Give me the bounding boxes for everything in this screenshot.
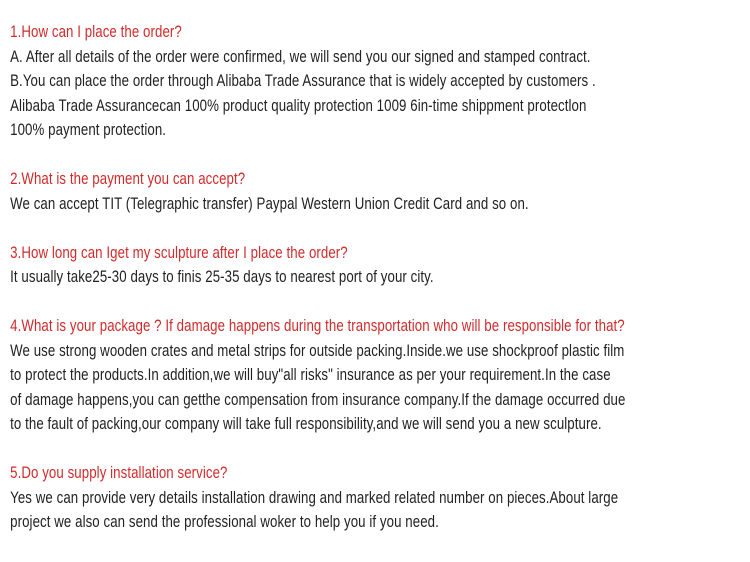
- faq-answer-line: It usually take25-30 days to finis 25-35 days to nearest port of your city.: [10, 267, 434, 286]
- faq-question-5: 5.Do you supply installation service?: [10, 463, 228, 482]
- faq-section-3: [10, 241, 750, 290]
- faq-question-2: 2.What is the payment you can accept?: [10, 169, 246, 188]
- faq-section-2: [10, 167, 750, 216]
- faq-answer-line: We use strong wooden crates and metal strips for outside packing.Inside.we use shockproof plastic film: [10, 340, 625, 360]
- faq-answer-line: project we also can send the professional woker to help you if you need.: [10, 512, 439, 531]
- faq-section-5: [10, 461, 750, 535]
- faq-question-4: 4.What is your package ? If damage happens during the transportation who will be responsible for that?: [10, 316, 625, 335]
- faq-question-3: 3.How long can Iget my sculpture after I place the order?: [10, 242, 348, 262]
- faq-answer-line: 100% payment protection.: [10, 120, 167, 139]
- faq-answer-line: We can accept TIT (Telegraphic transfer) Paypal Western Union Credit Card and so on.: [10, 193, 529, 213]
- faq-answer-line: A. After all details of the order were confirmed, we will send you our signed and stamped contract.: [10, 46, 591, 66]
- faq-content: [0, 20, 750, 559]
- faq-answer-line: Yes we can provide very details installation drawing and marked related number on pieces.About large: [10, 487, 619, 507]
- faq-answer-line: to the fault of packing,our company will take full responsibility,and we will send you a new sculpture.: [10, 414, 602, 433]
- faq-answer-line: to protect the products.In addition,we will buy"all risks" insurance as per your requirement.In the case: [10, 365, 611, 384]
- faq-section-4: [10, 314, 750, 437]
- faq-question-1: 1.How can I place the order?: [10, 22, 182, 41]
- faq-answer-line: of damage happens,you can getthe compensation from insurance company.If the damage occurred due: [10, 389, 626, 409]
- faq-answer-line: B.You can place the order through Alibaba Trade Assurance that is widely accepted by customers .: [10, 71, 596, 90]
- faq-section-1: [10, 20, 750, 143]
- faq-answer-line: Alibaba Trade Assurancecan 100% product quality protection 1009 6in-time shippment protectlon: [10, 95, 587, 115]
